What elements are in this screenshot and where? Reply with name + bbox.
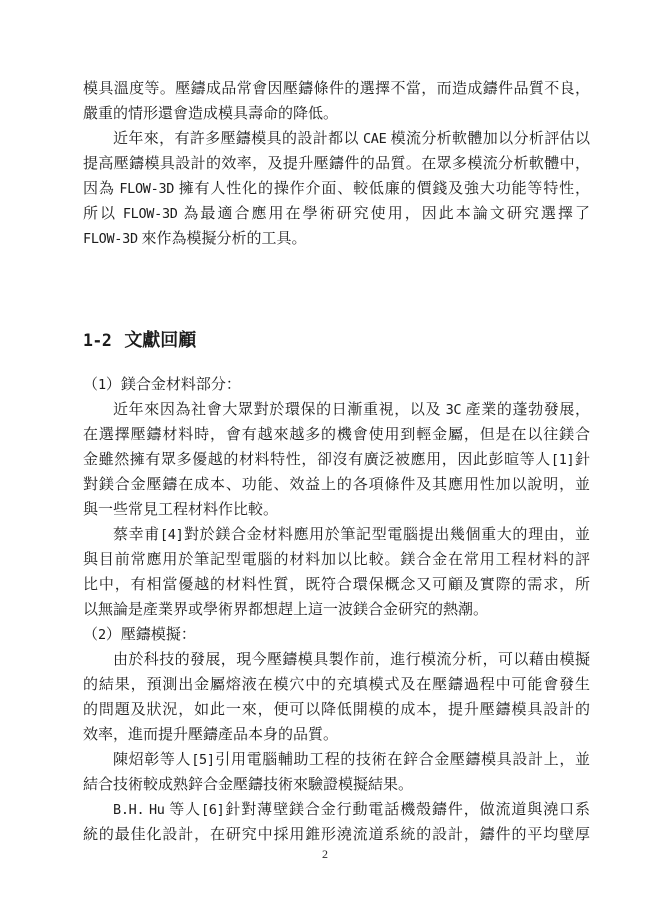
text-line: 對鎂合金壓鑄在成本、功能、效益上的各項條件及其應用性加以說明，並 [83, 477, 590, 493]
text-line: 模具溫度等。壓鑄成品常會因壓鑄條件的選擇不當，而造成鑄件品質不良， [83, 81, 590, 97]
intro-paragraphs [83, 77, 590, 252]
text-line: 嚴重的情形還會造成模具壽命的降低。 [83, 106, 339, 122]
text-line: 統的最佳化設計，在研究中採用錐形澆流道系統的設計，鑄件的平均壁厚 [83, 827, 590, 843]
text-line: B.H. Hu 等人[6]針對薄壁鎂合金行動電話機殼鑄件，做流道與澆口系 [113, 802, 590, 818]
list-item-heading: （1）鎂合金材料部分： [83, 377, 241, 393]
text-line: 因為 FLOW-3D 擁有人性化的操作介面、較低廉的價錢及強大功能等特性， [83, 181, 590, 197]
section-number: 1-2 [83, 331, 112, 350]
text-line: 金雖然擁有眾多優越的材料特性，卻沒有廣泛被應用，因此彭暄等人[1]針 [83, 452, 590, 468]
text-line: 陳炤彰等人[5]引用電腦輔助工程的技術在鋅合金壓鑄模具設計上，並 [113, 752, 590, 768]
text-line: FLOW-3D 來作為模擬分析的工具。 [83, 231, 307, 247]
list-item-heading: （2）壓鑄模擬： [83, 627, 196, 643]
text-line: 在選擇壓鑄材料時，會有越來越多的機會使用到輕金屬，但是在以往鎂合 [83, 427, 590, 443]
text-line: 近年來因為社會大眾對於環保的日漸重視，以及 3C 產業的蓬勃發展， [113, 402, 590, 418]
text-line: 效率，進而提升壓鑄產品本身的品質。 [83, 727, 339, 743]
text-line: 結合技術較成熟鋅合金壓鑄技術來驗證模擬結果。 [83, 777, 414, 793]
text-line: 的結果，預測出金屬熔液在模穴中的充填模式及在壓鑄過程中可能會發生 [83, 677, 590, 693]
text-line: 比中，有相當優越的材料性質，既符合環保概念又可顧及實際的需求，所 [83, 577, 590, 593]
text-line: 提高壓鑄模具設計的效率，及提升壓鑄件的品質。在眾多模流分析軟體中， [83, 156, 590, 172]
section-heading [83, 327, 196, 354]
text-line: 以無論是產業界或學術界都想趕上這一波鎂合金研究的熱潮。 [83, 602, 489, 618]
text-line: 由於科技的發展，現今壓鑄模具製作前，進行模流分析，可以藉由模擬 [113, 652, 590, 668]
page-number: 2 [322, 847, 328, 861]
text-line: 蔡幸甫[4]對於鎂合金材料應用於筆記型電腦提出幾個重大的理由，並 [113, 527, 590, 543]
text-line: 的問題及狀況，如此一來，便可以降低開模的成本，提升壓鑄模具設計的 [83, 702, 590, 718]
text-line: 所以 FLOW-3D 為最適合應用在學術研究使用，因此本論文研究選擇了 [83, 206, 590, 222]
text-line: 與一些常見工程材料作比較。 [83, 502, 279, 518]
literature-review-body [83, 373, 590, 848]
text-line: 近年來，有許多壓鑄模具的設計都以 CAE 模流分析軟體加以分析評估以 [113, 131, 590, 147]
section-title: 文獻回顧 [124, 330, 197, 350]
text-line: 與目前常應用於筆記型電腦的材料加以比較。鎂合金在常用工程材料的評 [83, 552, 590, 568]
